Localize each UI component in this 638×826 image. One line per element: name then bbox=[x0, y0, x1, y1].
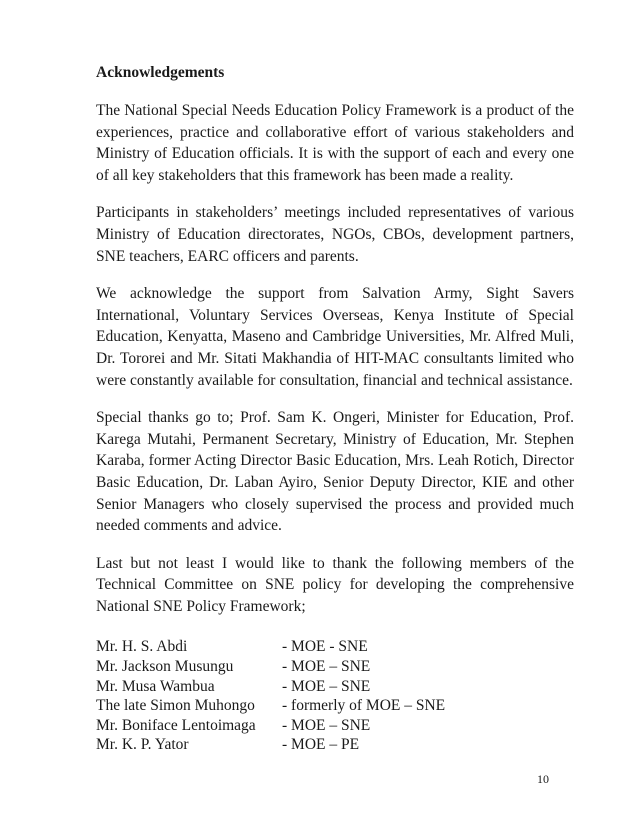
list-item bbox=[96, 696, 574, 716]
member-name: Mr. K. P. Yator bbox=[96, 736, 189, 754]
paragraph-support: We acknowledge the support from Salvation Army, Sight Savers International, Voluntary Services Overseas, Kenya Institute of Special Education, Kenyatta, Maseno and Cambridge Universities, Mr. Alfred Muli, Dr. Tororei and Mr. Sitati Makhandia of HIT-MAC consultants limited who were constantly available for consultation, financial and technical assistance. bbox=[96, 285, 574, 389]
member-name: Mr. H. S. Abdi bbox=[96, 638, 188, 656]
paragraph-special-thanks: Special thanks go to; Prof. Sam K. Ongeri, Minister for Education, Prof. Karega Mutahi, Permanent Secretary, Ministry of Education, Mr. Stephen Karaba, former Acting Director Basic Education, Mrs. Leah Rotich, Director Basic Education, Dr. Laban Ayiro, Senior Deputy Director, KIE and other Senior Managers who closely supervised the process and provided much needed comments and advice. bbox=[96, 409, 574, 535]
member-role: - MOE – PE bbox=[282, 736, 360, 754]
member-name: Mr. Musa Wambua bbox=[96, 677, 215, 695]
page-number: 10 bbox=[537, 772, 549, 786]
list-item bbox=[96, 657, 574, 677]
member-name: The late Simon Muhongo bbox=[96, 697, 255, 715]
list-item bbox=[96, 716, 574, 736]
member-name: Mr. Jackson Musungu bbox=[96, 658, 234, 676]
member-role: - MOE - SNE bbox=[282, 638, 368, 656]
member-role: - formerly of MOE – SNE bbox=[282, 697, 446, 715]
member-role: - MOE – SNE bbox=[282, 716, 371, 734]
committee-members-list bbox=[96, 637, 574, 755]
list-item bbox=[96, 637, 574, 657]
paragraph-intro: The National Special Needs Education Policy Framework is a product of the experiences, practice and collaborative effort of various stakeholders and Ministry of Education officials. It is with the support of each and every one of all key stakeholders that this framework has been made a reality. bbox=[96, 102, 574, 184]
list-item bbox=[96, 677, 574, 697]
paragraph-committee: Last but not least I would like to thank the following members of the Technical Committee on SNE policy for developing the comprehensive National SNE Policy Framework; bbox=[96, 554, 574, 615]
section-heading: Acknowledgements bbox=[96, 64, 225, 81]
document-page bbox=[96, 62, 574, 755]
member-role: - MOE – SNE bbox=[282, 658, 371, 676]
list-item bbox=[96, 735, 574, 755]
paragraph-participants: Participants in stakeholders’ meetings included representatives of various Ministry of Education directorates, NGOs, CBOs, development partners, SNE teachers, EARC officers and parents. bbox=[96, 204, 574, 265]
member-name: Mr. Boniface Lentoimaga bbox=[96, 716, 256, 734]
member-role: - MOE – SNE bbox=[282, 677, 371, 695]
